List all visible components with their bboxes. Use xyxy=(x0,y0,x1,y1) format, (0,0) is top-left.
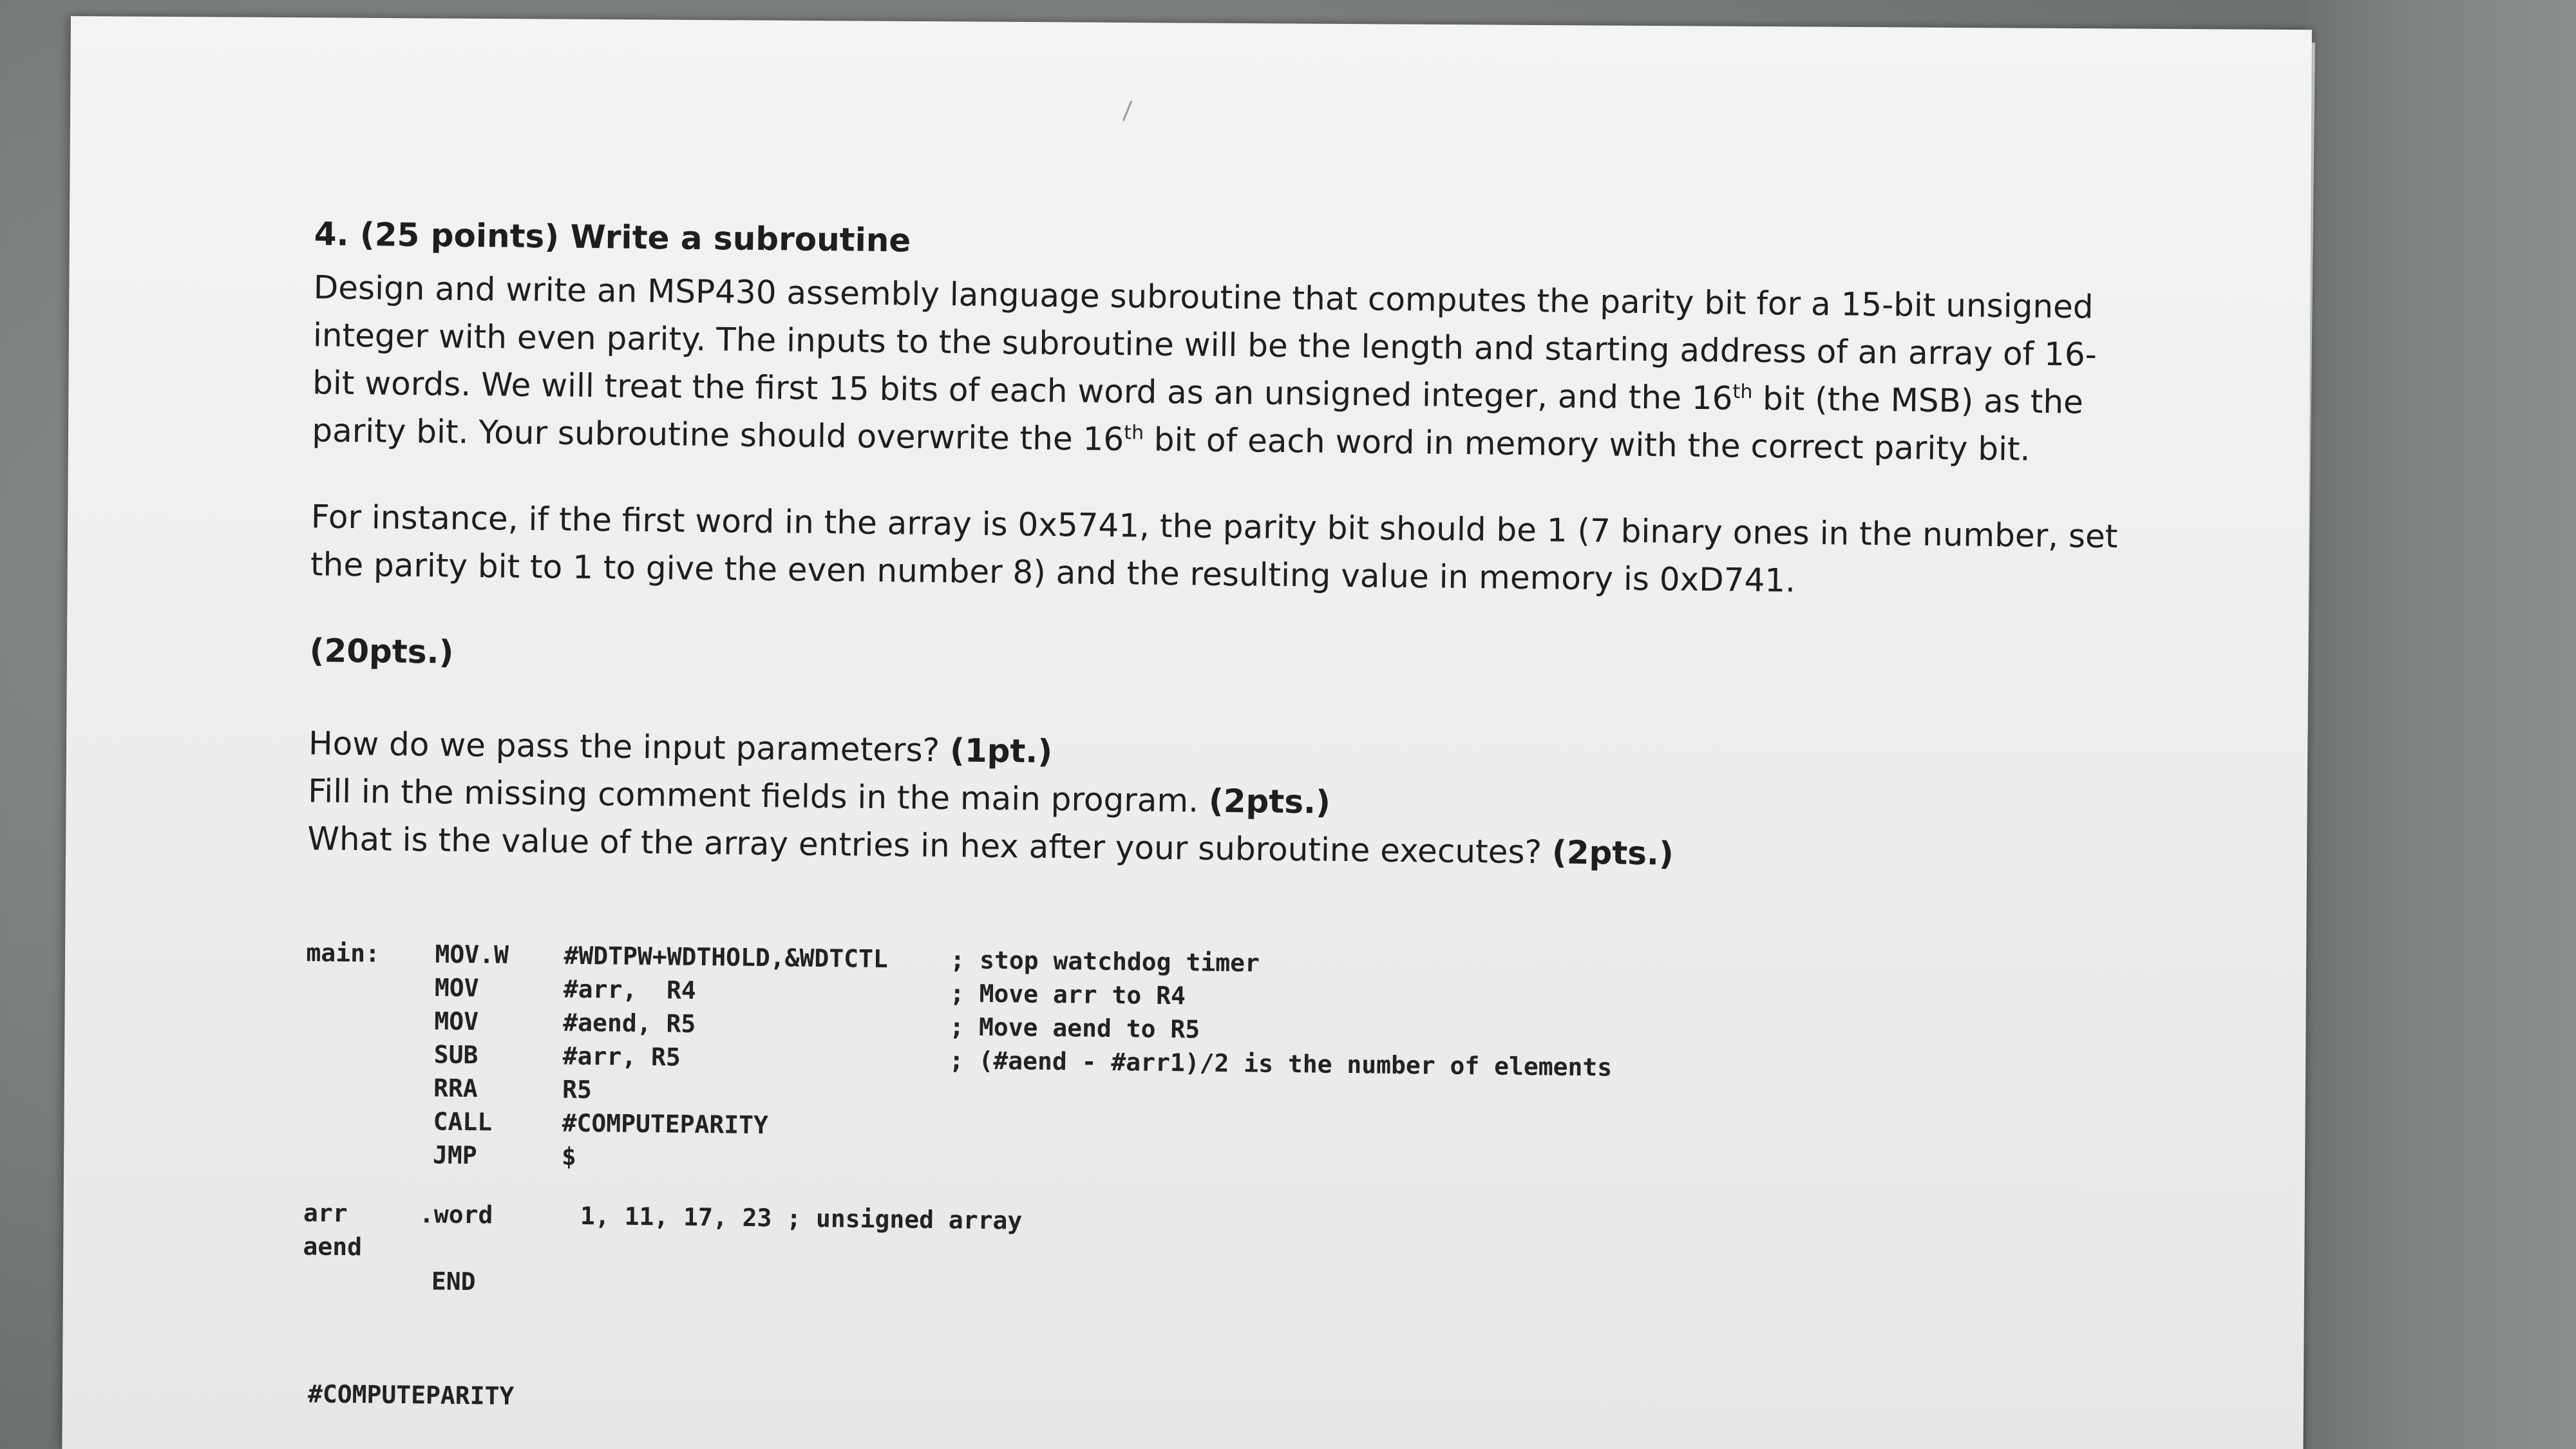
ordinal-suffix: th xyxy=(1732,380,1753,404)
code-directive: .word xyxy=(419,1200,493,1229)
code-opcode: MOV.W xyxy=(435,940,509,969)
intro-paragraph xyxy=(312,263,2220,475)
subroutine-label: #COMPUTEPARITY xyxy=(307,1379,515,1410)
intro-line-4b: bit of each word in memory with the correct parity bit. xyxy=(1153,421,2031,468)
code-comment: ; Move aend to R5 xyxy=(949,1012,1200,1044)
code-opcode: JMP xyxy=(432,1141,477,1170)
code-opcode: CALL xyxy=(433,1107,493,1137)
ordinal-suffix: th xyxy=(1124,421,1144,444)
subquestion-points: (2pts.) xyxy=(1551,833,1674,873)
intro-line-3a: bit words. We will treat the first 15 bits of each word as an unsigned integer, and the 16 xyxy=(312,364,1733,417)
subquestion-list xyxy=(307,719,2215,884)
code-operands: #aend, R5 xyxy=(563,1008,696,1038)
subquestion-text: Fill in the missing comment fields in the main program. xyxy=(307,772,1209,820)
intro-line-2: integer with even parity. The inputs to the subroutine will be the length and starting address of an array of 16- xyxy=(312,316,2098,374)
code-comment: ; stop watchdog timer xyxy=(950,945,1260,978)
subquestion-text: What is the value of the array entries in hex after your subroutine executes? xyxy=(307,820,1553,871)
code-comment: ; (#aend - #arr1)/2 is the number of elements xyxy=(949,1046,1613,1082)
code-label-arr: arr xyxy=(303,1198,348,1227)
code-operands: #WDTPW+WDTHOLD,&WDTCTL xyxy=(564,941,889,974)
code-operands: #arr, R4 xyxy=(563,974,697,1005)
code-opcode: MOV xyxy=(434,1007,479,1036)
code-operands: #arr, R5 xyxy=(562,1041,681,1072)
code-label-aend: aend xyxy=(303,1232,363,1262)
subquestion-points: (2pts.) xyxy=(1208,782,1331,821)
code-end-directive: END xyxy=(431,1267,476,1296)
example-line-2: the parity bit to 1 to give the even number 8) and the resulting value in memory is 0xD741. xyxy=(310,545,1796,600)
code-opcode: RRA xyxy=(433,1074,478,1103)
code-label-main: main: xyxy=(306,938,381,968)
code-opcode: MOV xyxy=(434,973,479,1003)
subtotal-points: (20pts.) xyxy=(309,632,454,671)
code-data-values: 1, 11, 17, 23 ; unsigned array xyxy=(580,1201,1023,1235)
assembly-code-block xyxy=(303,938,2213,1320)
code-operands: $ xyxy=(561,1142,577,1171)
pen-mark xyxy=(1122,100,1133,122)
intro-line-1: Design and write an MSP430 assembly language subroutine that computes the parity bit for a 15-bit unsigned xyxy=(313,269,2094,326)
code-comment: ; Move arr to R4 xyxy=(949,979,1186,1010)
code-operands: #COMPUTEPARITY xyxy=(562,1108,769,1140)
code-opcode: SUB xyxy=(433,1040,478,1070)
code-operands: R5 xyxy=(562,1075,592,1104)
paper-sheet xyxy=(62,16,2312,1449)
example-line-1: For instance, if the first word in the array is 0x5741, the parity bit should be 1 (7 binary ones in the number, set xyxy=(310,498,2118,556)
question-block xyxy=(303,211,2221,1410)
question-title: 4. (25 points) Write a subroutine xyxy=(314,215,911,260)
subquestion-text: How do we pass the input parameters? xyxy=(308,724,951,770)
subquestion-points: (1pt.) xyxy=(949,732,1053,770)
table-background xyxy=(2306,0,2576,1449)
intro-line-3b: bit (the MSB) as the xyxy=(1762,380,2084,421)
intro-line-4a: parity bit. Your subroutine should overwrite the 16 xyxy=(312,412,1124,459)
